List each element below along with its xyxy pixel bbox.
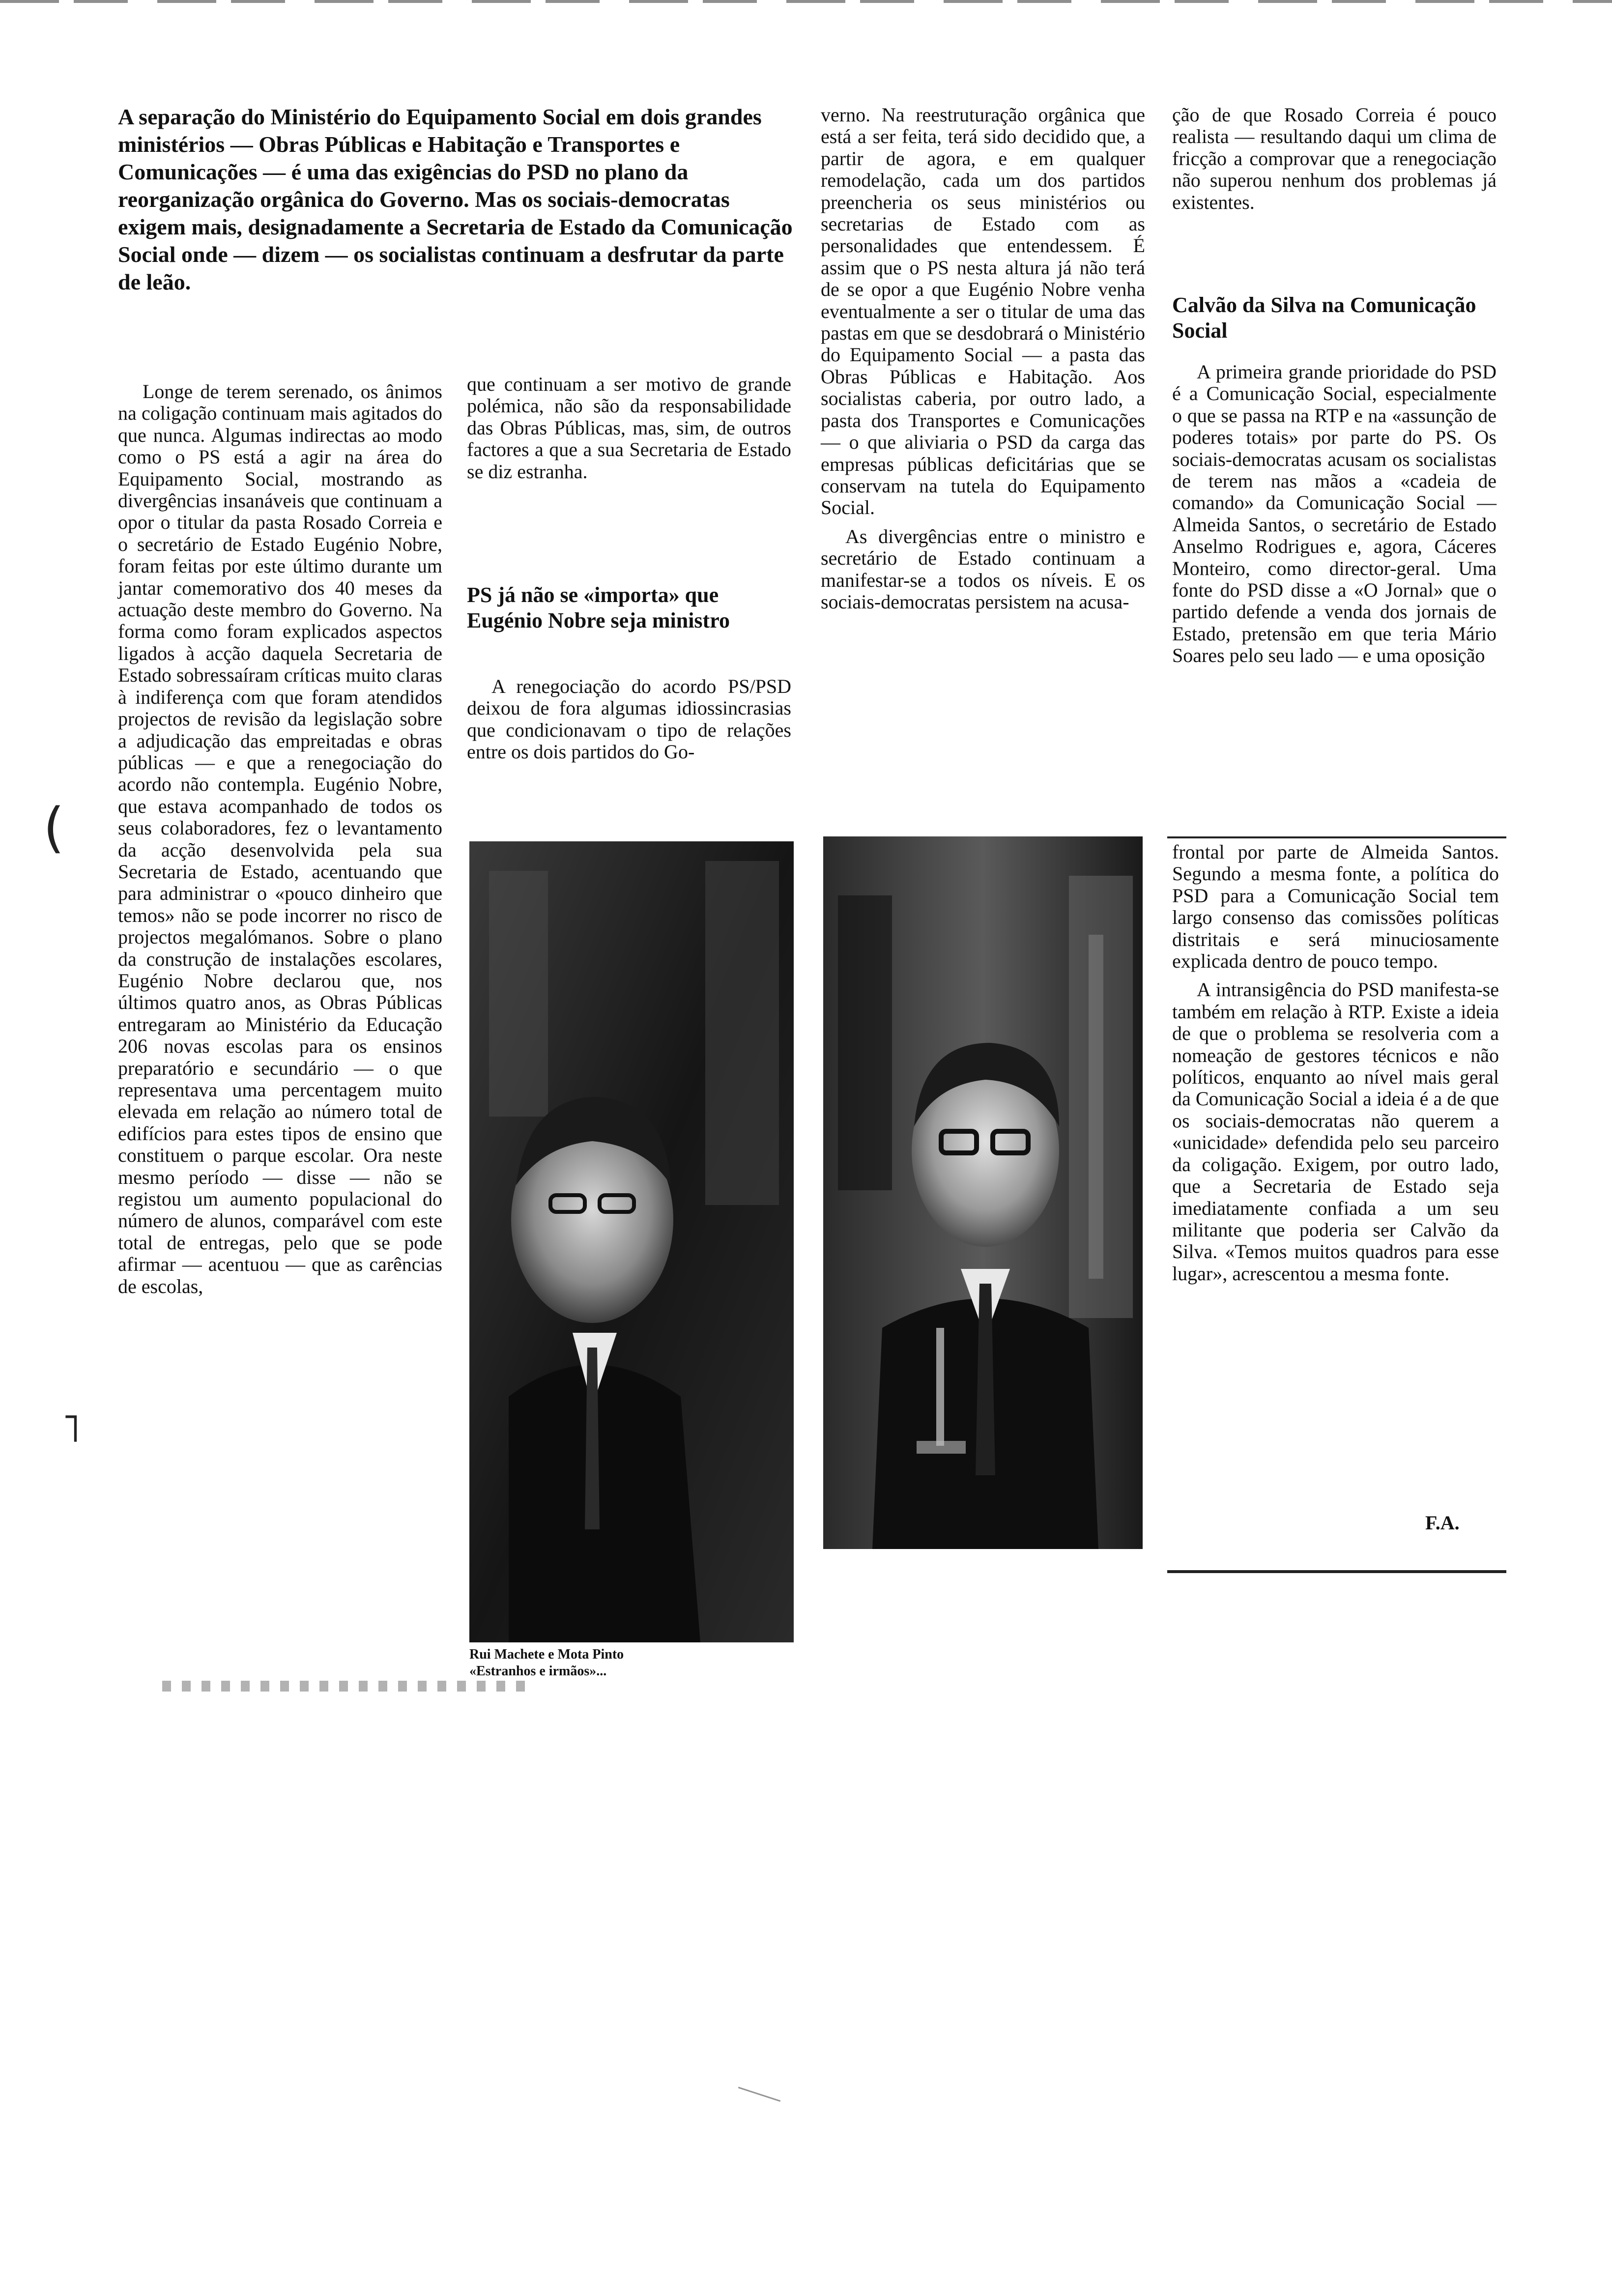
closing-rule	[1167, 1570, 1506, 1573]
top-torn-edge	[0, 0, 1612, 3]
lead-paragraph: A separação do Ministério do Equipamento Social em dois grandes ministérios — Obras Públicas e Habitação e Transportes e Comunicações — é uma das exigências do PSD no plano da reorganização orgânica do Governo. Mas os sociais-democratas exigem mais, designadamente a Secretaria de Estado da Comunicação Social onde — dizem — os socialistas continuam a desfrutar da parte de leão.	[118, 104, 793, 294]
column-3-paragraph-1: verno. Na reestruturação orgânica que está a ser feita, terá sido decidido que, a partir de agora, e em qualquer remodelação, cada um dos partidos preencheria os seus ministérios ou secretarias de Estado com as personalidades que entendessem. É assim que o PS nesta altura já não terá de se opor a que Eugénio Nobre venha eventualmente a ser o titular de uma das pastas em que se desdobrará o Ministério do Equipamento Social — a pasta das Obras Públicas e Habitação. Aos socialistas caberia, por outro lado, a pasta dos Transportes e Comunicações — o que aliviaria o PSD da carga das empresas públicas deficitárias que se conservam na tutela do Equipamento Social.	[821, 104, 1145, 519]
column-2-bottom	[467, 676, 791, 763]
author-signature: F.A.	[1425, 1512, 1460, 1534]
column-1-paragraph: Longe de terem serenado, os ânimos na coligação continuam mais agitados do que nunca. Algumas indirectas ao modo como o PS está a agir na área do Equipamento Social, mostrando as divergências insanáveis que continuam a opor o titular da pasta Rosado Correia e o secretário de Estado Eugénio Nobre, foram feitas por este último durante um jantar comemorativo dos 40 meses da actuação deste membro do Governo. Na forma como foram explicados aspectos ligados à acção daquela Secretaria de Estado sobressaíram críticas muito claras à indiferença com que foram atendidos projectos de revisão da legislação sobre a adjudicação das empreitadas e obras públicas — e que a renegociação do acordo não contempla. Eugénio Nobre, que estava acompanhado de todos os seus colaboradores, fez o levantamento da acção desenvolvida pela sua Secretaria de Estado, acentuando que para administrar o «pouco dinheiro que temos» não se pode incorrer no risco de projectos megalómanos. Sobre o plano da construção de instalações escolares, Eugénio Nobre declarou que, nos últimos quatro anos, as Obras Públicas entregaram ao Ministério da Educação 206 novas escolas para os ensinos preparatório e secundário — o que representava uma percentagem muito elevada em relação ao número total de edifícios para estes tipos de ensino que constituem o parque escolar. Ora neste mesmo período — disse — não se registou um aumento populacional do número de alunos, comparável com este total de entregas, pelo que se pode afirmar — acentuou — que as carências de escolas,	[118, 380, 442, 1297]
column-4-divider	[1167, 836, 1506, 838]
subheading-calvao-da-silva: Calvão da Silva na Comunicação Social	[1172, 293, 1476, 343]
column-4-continuation: ção de que Rosado Correia é pouco realista — resultando daqui um clima de fricção a comprovar que a renegociação não superou nenhum dos problemas já existentes.	[1172, 104, 1497, 213]
column-4-bottom-paragraph-1: frontal por parte de Almeida Santos. Segundo a mesma fonte, a política do PSD para a Comunicação Social tem largo consenso das comissões políticas distritais e será minuciosamente explicada dentro de pouco tempo.	[1172, 841, 1499, 973]
column-4-bottom	[1172, 841, 1499, 1285]
column-4-bottom-paragraph-2: A intransigência do PSD manifesta-se também em relação à RTP. Existe a ideia de que o problema se resolveria com a nomeação de gestores técnicos e não políticos, enquanto ao nível mais geral da Comunicação Social a ideia é a de que os sociais-democratas não querem a «unicidade» defendida pelo seu parceiro da coligação. Exigem, por outro lado, que a Secretaria de Estado seja imediatamente confiada a um seu militante que poderia ser Calvão da Silva. «Temos muitos quadros para esse lugar», acrescentou a mesma fonte.	[1172, 978, 1499, 1285]
bottom-smudged-text	[162, 1681, 526, 1692]
subheading-ps-eugenio-nobre: PS já não se «importa» que Eugénio Nobre seja ministro	[467, 583, 730, 632]
stray-scan-mark	[738, 2087, 781, 2102]
column-3-paragraph-2: As divergências entre o ministro e secretário de Estado continuam a manifestar-se a todos os níveis. E os sociais-democratas persistem na acusa-	[821, 525, 1145, 613]
column-4-paragraph: A primeira grande prioridade do PSD é a Comunicação Social, especialmente o que se passa na RTP e na «assunção de poderes totais» por parte do PS. Os sociais-democratas acusam os socialistas de terem nas mãos a «cadeia de comando» da Comunicação Social — Almeida Santos, o secretário de Estado Anselmo Rodrigues e, agora, Cáceres Monteiro, como director-geral. Uma fonte do PSD disse a «O Jornal» que o partido defende a venda dos jornais de Estado, pretensão em que teria Mário Soares pelo seu lado — e uma oposição	[1172, 361, 1497, 667]
column-4-top	[1172, 104, 1497, 213]
photo-rui-machete	[469, 841, 794, 1642]
caption-tagline: «Estranhos e irmãos»...	[469, 1664, 607, 1679]
photo-caption	[469, 1646, 794, 1680]
photo-mota-pinto	[823, 836, 1143, 1549]
photo-mota-pinto-image	[823, 836, 1143, 1549]
column-3	[821, 104, 1145, 613]
column-4-middle	[1172, 361, 1497, 667]
column-2-paragraph: A renegociação do acordo PS/PSD deixou de fora algumas idiossincrasias que condicionavam o tipo de relações entre os dois partidos do Go-	[467, 675, 791, 763]
column-2-continuation: que continuam a ser motivo de grande polémica, não são da responsabilidade das Obras Públicas, mas, sim, de outros factores a que a sua Secretaria de Estado se diz estranha.	[467, 373, 791, 483]
margin-mark-hook: ˥	[61, 1406, 81, 1451]
margin-mark-left-paren: (	[43, 796, 64, 859]
photo-rui-machete-image	[469, 841, 794, 1642]
column-2-top	[467, 373, 791, 483]
column-1	[118, 381, 442, 1297]
caption-names: Rui Machete e Mota Pinto	[469, 1647, 624, 1662]
